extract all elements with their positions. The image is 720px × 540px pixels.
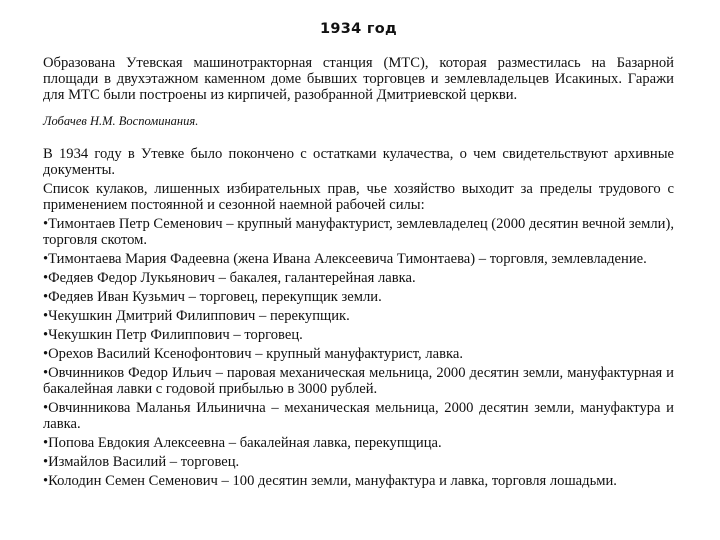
bullet-icon: • bbox=[43, 346, 49, 362]
list-item-text: Колодин Семен Семенович – 100 десятин земли, мануфактура и лавка, торговля лошадьми. bbox=[48, 473, 617, 489]
list-item-text: Попова Евдокия Алексеевна – бакалейная лавка, перекупщица. bbox=[48, 435, 442, 451]
list-item bbox=[43, 327, 674, 343]
list-item-text: Федяев Федор Лукьянович – бакалея, галантерейная лавка. bbox=[48, 270, 416, 286]
list-item-text: Орехов Василий Ксенофонтович – крупный мануфактурист, лавка. bbox=[48, 346, 463, 362]
bullet-icon: • bbox=[43, 327, 49, 343]
page-title: 1934 год bbox=[319, 21, 398, 37]
list-item bbox=[43, 400, 674, 432]
list-item-text: Овчинников Федор Ильич – паровая механическая мельница, 2000 десятин земли, мануфактурная и бакалейная лавки с годовой прибылью в 3000 рублей. bbox=[43, 365, 674, 397]
list-item-text: Чекушкин Петр Филиппович – торговец. bbox=[48, 327, 303, 343]
bullet-icon: • bbox=[43, 216, 49, 232]
bullet-icon: • bbox=[43, 473, 49, 489]
list-item bbox=[43, 365, 674, 397]
list-item bbox=[43, 454, 674, 470]
list-item bbox=[43, 435, 674, 451]
bullet-icon: • bbox=[43, 454, 49, 470]
list-item bbox=[43, 473, 674, 489]
bullet-icon: • bbox=[43, 400, 49, 416]
list-item bbox=[43, 270, 674, 286]
bullet-icon: • bbox=[43, 365, 49, 381]
list-item-text: Тимонтаев Петр Семенович – крупный мануфактурист, землевладелец (2000 десятин вечной земли), торговля скотом. bbox=[43, 216, 674, 248]
list-item bbox=[43, 308, 674, 324]
list-intro-paragraph: Список кулаков, лишенных избирательных прав, чье хозяйство выходит за пределы трудового с применением постоянной и сезонной наемной рабочей силы: bbox=[43, 181, 674, 213]
list-item bbox=[43, 289, 674, 305]
bullet-icon: • bbox=[43, 251, 49, 267]
list-item-text: Измайлов Василий – торговец. bbox=[48, 454, 240, 470]
list-item bbox=[43, 346, 674, 362]
list-item-text: Чекушкин Дмитрий Филиппович – перекупщик. bbox=[48, 308, 350, 324]
bullet-icon: • bbox=[43, 435, 49, 451]
bullet-icon: • bbox=[43, 289, 49, 305]
source-citation: Лобачев Н.М. Воспоминания. bbox=[43, 114, 199, 128]
kulak-list bbox=[43, 216, 674, 489]
list-item bbox=[43, 216, 674, 248]
bullet-icon: • bbox=[43, 308, 49, 324]
list-item bbox=[43, 251, 674, 267]
list-item-text: Федяев Иван Кузьмич – торговец, перекупщик земли. bbox=[48, 289, 382, 305]
intro-paragraph: Образована Утевская машинотракторная станция (МТС), которая разместилась на Базарной площади в двухэтажном каменном доме бывших торговцев и землевладельцев Исакиных. Гаражи для МТС были построены из кирпичей, разобранной Дмитриевской церкви. bbox=[43, 55, 674, 103]
list-item-text: Овчинникова Маланья Ильинична – механическая мельница, 2000 десятин земли, мануфактура и лавка. bbox=[43, 400, 674, 432]
bullet-icon: • bbox=[43, 270, 49, 286]
list-item-text: Тимонтаева Мария Фадеевна (жена Ивана Алексеевича Тимонтаева) – торговля, землевладение. bbox=[48, 251, 647, 267]
archive-paragraph: В 1934 году в Утевке было покончено с остатками кулачества, о чем свидетельствуют архивные документы. bbox=[43, 146, 674, 178]
